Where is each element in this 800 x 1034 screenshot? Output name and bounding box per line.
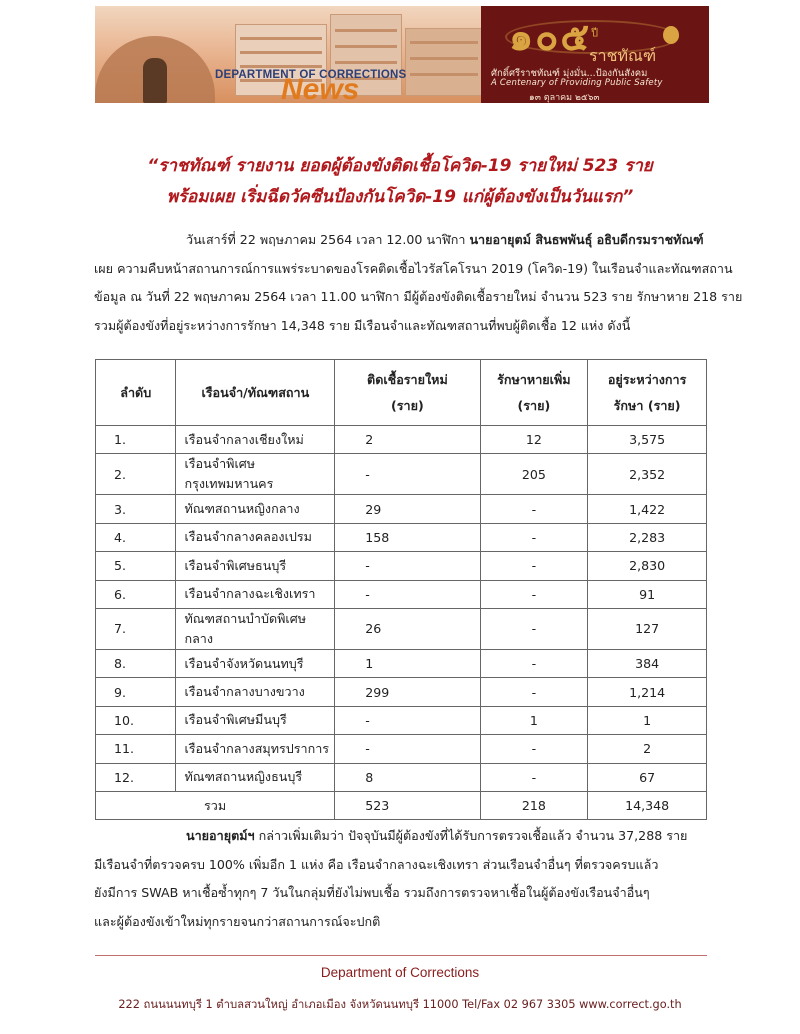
table-row bbox=[96, 495, 707, 523]
row-in-treatment: 3,575 bbox=[588, 426, 707, 454]
row-recovered: - bbox=[480, 495, 588, 523]
row-number: 7. bbox=[96, 608, 176, 649]
centenary-number: ๑๐๕$^{ปี}$ bbox=[509, 14, 601, 59]
table-row bbox=[96, 763, 707, 791]
col-header-recovered: รักษาหายเพิ่ม (ราย) bbox=[480, 360, 588, 426]
header-banner bbox=[95, 6, 709, 103]
row-new-cases: 26 bbox=[335, 608, 480, 649]
headline-line-1: “ราชทัณฑ์ รายงาน ยอดผู้ต้องขังติดเชื้อโควิด-19 รายใหม่ 523 ราย bbox=[147, 156, 653, 176]
slogan-thai: ศักดิ์ศรีราชทัณฑ์ มุ่งมั่น...ป้องกันสังคม bbox=[491, 68, 648, 79]
row-number: 11. bbox=[96, 735, 176, 763]
row-in-treatment: 67 bbox=[588, 763, 707, 791]
table-row bbox=[96, 580, 707, 608]
row-number: 9. bbox=[96, 678, 176, 706]
row-prison-name: เรือนจำกลางสมุทรปราการ bbox=[176, 735, 335, 763]
row-new-cases: - bbox=[335, 454, 480, 495]
footer-title: Department of Corrections bbox=[320, 965, 480, 980]
infection-table bbox=[95, 359, 707, 820]
row-new-cases: - bbox=[335, 706, 480, 734]
intro-speaker: นายอายุตม์ สินธพพันธุ์ อธิบดีกรมราชทัณฑ์ bbox=[469, 232, 704, 247]
row-new-cases: - bbox=[335, 580, 480, 608]
closing-line-4: และผู้ต้องขังเข้าใหม่ทุกรายจนกว่าสถานการณ์จะปกติ bbox=[94, 913, 381, 929]
row-in-treatment: 2,283 bbox=[588, 523, 707, 551]
row-recovered: - bbox=[480, 552, 588, 580]
row-prison-name: เรือนจำกลางฉะเชิงเทรา bbox=[176, 580, 335, 608]
row-new-cases: 1 bbox=[335, 649, 480, 677]
row-in-treatment: 1 bbox=[588, 706, 707, 734]
row-prison-name: เรือนจำกลางเชียงใหม่ bbox=[176, 426, 335, 454]
department-label: DEPARTMENT OF CORRECTIONS bbox=[215, 69, 407, 81]
row-recovered: 1 bbox=[480, 706, 588, 734]
closing-paragraph bbox=[94, 822, 708, 936]
row-in-treatment: 1,214 bbox=[588, 678, 707, 706]
col-header-in-treatment: อยู่ระหว่างการ รักษา (ราย) bbox=[588, 360, 707, 426]
total-recovered: 218 bbox=[480, 791, 588, 819]
col-header-no: ลำดับ bbox=[96, 360, 176, 426]
slogan-english: A Centenary of Providing Public Safety bbox=[491, 78, 663, 88]
row-number: 4. bbox=[96, 523, 176, 551]
row-prison-name: ทัณฑสถานบำบัดพิเศษกลาง bbox=[176, 608, 335, 649]
table-row bbox=[96, 608, 707, 649]
row-recovered: - bbox=[480, 523, 588, 551]
row-number: 8. bbox=[96, 649, 176, 677]
intro-paragraph bbox=[94, 226, 743, 340]
table-row bbox=[96, 523, 707, 551]
row-in-treatment: 91 bbox=[588, 580, 707, 608]
table-row bbox=[96, 735, 707, 763]
intro-date-text: วันเสาร์ที่ 22 พฤษภาคม 2564 เวลา 12.00 นาฬิกา bbox=[186, 232, 470, 247]
row-number: 10. bbox=[96, 706, 176, 734]
total-label: รวม bbox=[96, 791, 335, 819]
closing-line-2: มีเรือนจำที่ตรวจครบ 100% เพิ่มอีก 1 แห่ง คือ เรือนจำกลางฉะเชิงเทรา ส่วนเรือนจำอื่นๆ ที่ตรวจครบแล้ว bbox=[94, 856, 659, 872]
footer-divider bbox=[95, 955, 707, 956]
row-number: 5. bbox=[96, 552, 176, 580]
centenary-logo bbox=[481, 6, 709, 103]
row-in-treatment: 2,830 bbox=[588, 552, 707, 580]
intro-line-4: รวมผู้ต้องขังที่อยู่ระหว่างการรักษา 14,348 ราย มีเรือนจำและทัณฑสถานที่พบผู้ติดเชื้อ 12 แห่ง ดังนี้ bbox=[94, 317, 631, 333]
building-illustration bbox=[405, 28, 481, 96]
row-recovered: - bbox=[480, 678, 588, 706]
intro-line-2: เผย ความคืบหน้าสถานการณ์การแพร่ระบาดของโรคติดเชื้อไวรัสโคโรนา 2019 (โควิด-19) ในเรือนจำและทัณฑสถาน bbox=[94, 260, 733, 276]
closing-line-1 bbox=[94, 822, 708, 851]
row-recovered: 12 bbox=[480, 426, 588, 454]
row-recovered: - bbox=[480, 763, 588, 791]
row-number: 12. bbox=[96, 763, 176, 791]
row-recovered: - bbox=[480, 608, 588, 649]
table-row bbox=[96, 552, 707, 580]
total-new-cases: 523 bbox=[335, 791, 480, 819]
table-row bbox=[96, 678, 707, 706]
row-number: 1. bbox=[96, 426, 176, 454]
row-prison-name: เรือนจำกลางคลองเปรม bbox=[176, 523, 335, 551]
table-row bbox=[96, 426, 707, 454]
row-new-cases: 8 bbox=[335, 763, 480, 791]
intro-line-3: ข้อมูล ณ วันที่ 22 พฤษภาคม 2564 เวลา 11.00 นาฬิกา มีผู้ต้องขังติดเชื้อรายใหม่ จำนวน 523 ราย รักษาหาย 218 ราย bbox=[94, 289, 743, 304]
row-in-treatment: 1,422 bbox=[588, 495, 707, 523]
row-in-treatment: 384 bbox=[588, 649, 707, 677]
col-header-new: ติดเชื้อรายใหม่ (ราย) bbox=[335, 360, 480, 426]
row-new-cases: 29 bbox=[335, 495, 480, 523]
row-recovered: - bbox=[480, 649, 588, 677]
col-header-name: เรือนจำ/ทัณฑสถาน bbox=[176, 360, 335, 426]
row-new-cases: 299 bbox=[335, 678, 480, 706]
centenary-date: ๑๓ ตุลาคม ๒๕๖๓ bbox=[529, 93, 600, 103]
row-prison-name: เรือนจำจังหวัดนนทบุรี bbox=[176, 649, 335, 677]
row-new-cases: - bbox=[335, 735, 480, 763]
row-new-cases: 158 bbox=[335, 523, 480, 551]
table-row bbox=[96, 706, 707, 734]
table-header-row bbox=[96, 360, 707, 426]
row-new-cases: 2 bbox=[335, 426, 480, 454]
table-total-row bbox=[96, 791, 707, 819]
row-recovered: - bbox=[480, 735, 588, 763]
news-label: News bbox=[281, 73, 360, 103]
closing-text: กล่าวเพิ่มเติมว่า ปัจจุบันมีผู้ต้องขังที่ได้รับการตรวจเชื้อแล้ว จำนวน 37,288 ราย bbox=[254, 828, 688, 843]
intro-line-1 bbox=[94, 226, 708, 255]
headline-line-2: พร้อมเผย เริ่มฉีดวัคซีนป้องกันโควิด-19 แก่ผู้ต้องขังเป็นวันแรก” bbox=[166, 187, 634, 207]
row-prison-name: เรือนจำพิเศษธนบุรี bbox=[176, 552, 335, 580]
row-prison-name: เรือนจำพิเศษกรุงเทพมหานคร bbox=[176, 454, 335, 495]
row-prison-name: ทัณฑสถานหญิงธนบุรี bbox=[176, 763, 335, 791]
emblem-icon bbox=[663, 26, 679, 44]
row-in-treatment: 2,352 bbox=[588, 454, 707, 495]
guard-silhouette bbox=[143, 58, 167, 103]
org-name: ราชทัณฑ์ bbox=[589, 46, 657, 65]
footer-address: 222 ถนนนนทบุรี 1 ตำบลสวนใหญ่ อำเภอเมือง จังหวัดนนทบุรี 11000 Tel/Fax 02 967 3305 www.correct.go.th bbox=[118, 998, 682, 1011]
closing-line-3: ยังมีการ SWAB หาเชื้อซ้ำทุกๆ 7 วันในกลุ่มที่ยังไม่พบเชื้อ รวมถึงการตรวจหาเชื้อในผู้ต้องขังเรือนจำอื่นๆ bbox=[94, 885, 650, 900]
row-recovered: - bbox=[480, 580, 588, 608]
table-row bbox=[96, 649, 707, 677]
row-new-cases: - bbox=[335, 552, 480, 580]
total-in-treatment: 14,348 bbox=[588, 791, 707, 819]
row-in-treatment: 127 bbox=[588, 608, 707, 649]
row-prison-name: เรือนจำกลางบางขวาง bbox=[176, 678, 335, 706]
table-row bbox=[96, 454, 707, 495]
row-number: 3. bbox=[96, 495, 176, 523]
row-prison-name: เรือนจำพิเศษมีนบุรี bbox=[176, 706, 335, 734]
news-banner-photo bbox=[95, 6, 481, 103]
closing-speaker: นายอายุตม์ฯ bbox=[186, 828, 255, 843]
row-number: 6. bbox=[96, 580, 176, 608]
row-in-treatment: 2 bbox=[588, 735, 707, 763]
row-recovered: 205 bbox=[480, 454, 588, 495]
row-prison-name: ทัณฑสถานหญิงกลาง bbox=[176, 495, 335, 523]
row-number: 2. bbox=[96, 454, 176, 495]
